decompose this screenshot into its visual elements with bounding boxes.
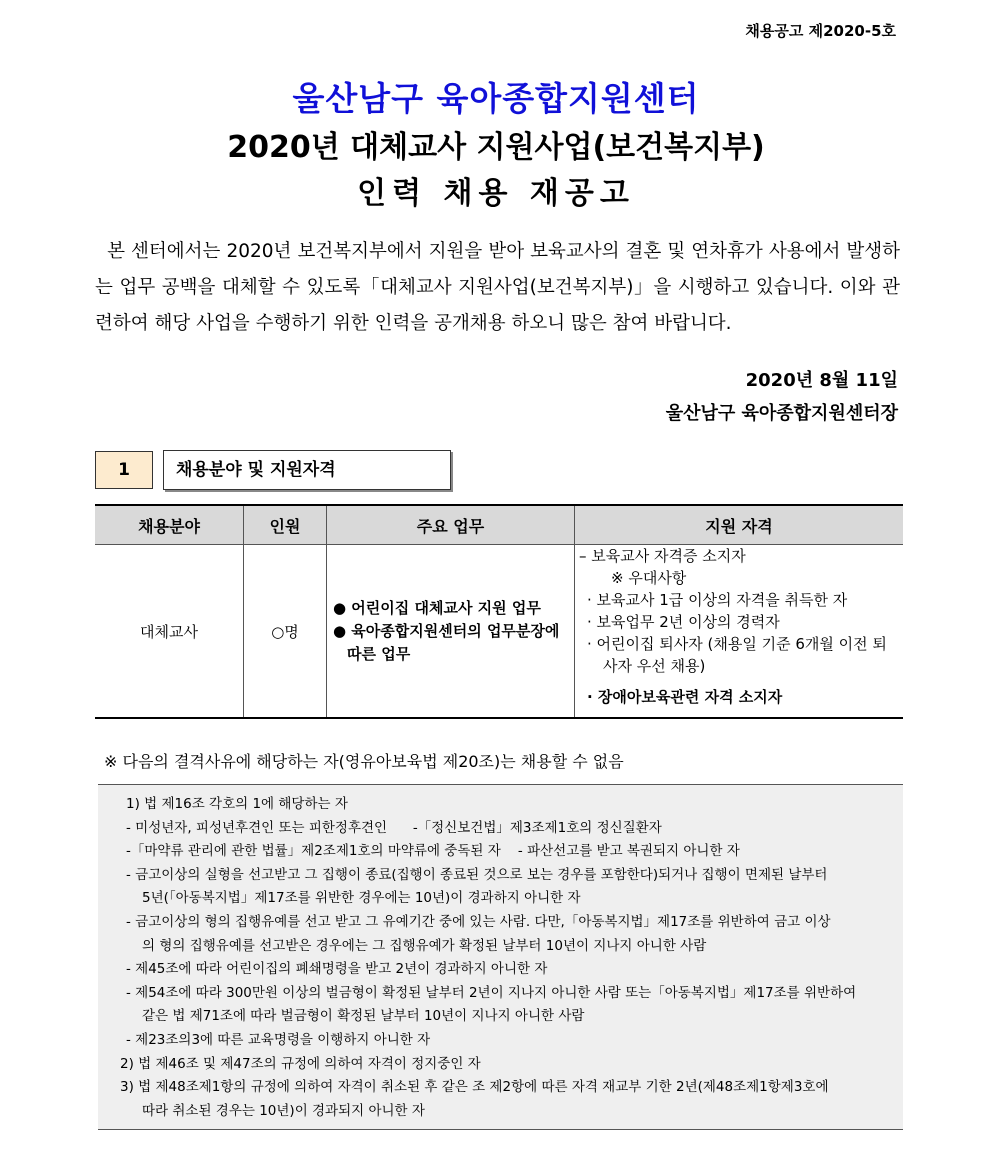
center-title: 울산남구 육아종합지원센터 — [292, 79, 700, 118]
notice-date: 2020년 8월 11일 — [745, 370, 898, 391]
disqualification-line: 의 형의 집행유예를 선고받은 경우에는 그 집행유예가 확정된 날부터 10년이 지나지 아니한 사람 — [142, 937, 707, 954]
duty-item: ● 어린이집 대체교사 지원 업무 — [333, 598, 541, 617]
disqualification-box — [98, 784, 903, 1130]
header-count: 인원 — [244, 505, 327, 545]
recruit-title: 인력 채용 재공고 — [357, 176, 635, 211]
cell-qualifications — [575, 545, 904, 719]
table-row — [95, 545, 903, 719]
notice-number: 채용공고 제2020-5호 — [745, 22, 896, 40]
disqualification-line: 같은 법 제71조에 따라 벌금형이 확정된 날부터 10년이 지나지 아니한 사람 — [142, 1008, 585, 1025]
disqualification-note: ※ 다음의 결격사유에 해당하는 자(영유아보육법 제20조)는 채용할 수 없음 — [104, 752, 624, 771]
header-field: 채용분야 — [95, 505, 244, 545]
disqualification-line: - 미성년자, 피성년후견인 또는 피한정후견인 -「정신보건법」제3조제1호의 정신질환자 — [126, 819, 662, 836]
preferred-item: · 어린이집 퇴사자 (채용일 기준 6개월 이전 퇴사자 우선 채용) — [587, 635, 887, 675]
disqualification-line: - 제54조에 따라 300만원 이상의 벌금형이 확정된 날부터 2년이 지나지 아니한 사람 또는「아동복지법」제17조를 위반하여 — [126, 984, 857, 1001]
qualification-extra: · 장애아보육관련 자격 소지자 — [587, 688, 783, 706]
disqualification-line: - 제45조에 따라 어린이집의 폐쇄명령을 받고 2년이 경과하지 아니한 자 — [126, 961, 548, 978]
section-title: 채용분야 및 지원자격 — [163, 450, 451, 490]
recruitment-table — [95, 504, 903, 719]
cell-duties — [327, 545, 575, 719]
intro-paragraph — [95, 234, 900, 342]
disqualification-line: 따라 취소된 경우는 10년)이 경과되지 아니한 자 — [142, 1102, 425, 1119]
header-qualifications: 지원 자격 — [575, 505, 904, 545]
notice-signer: 울산남구 육아종합지원센터장 — [665, 403, 898, 424]
table-header-row — [95, 505, 903, 545]
program-title: 2020년 대체교사 지원사업(보건복지부) — [227, 130, 765, 165]
disqualification-line: -「마약류 관리에 관한 법률」제2조제1호의 마약류에 중독된 자 - 파산선고를 받고 복권되지 아니한 자 — [126, 843, 740, 860]
duty-item: ● 육아종합지원센터의 업무분장에 따른 업무 — [333, 621, 560, 663]
disqualification-line: 3) 법 제48조제1항의 규정에 의하여 자격이 취소된 후 같은 조 제2항에 따른 자격 재교부 기한 2년(제48조제1항제3호에 — [120, 1079, 829, 1096]
cell-field: 대체교사 — [95, 545, 244, 719]
disqualification-line: - 금고이상의 형의 집행유예를 선고 받고 그 유예기간 중에 있는 사람. 다만,「아동복지법」제17조를 위반하여 금고 이상 — [126, 913, 831, 930]
disqualification-line: 1) 법 제16조 각호의 1에 해당하는 자 — [126, 796, 348, 812]
disqualification-line: 5년(「아동복지법」제17조를 위반한 경우에는 10년)이 경과하지 아니한 자 — [142, 890, 581, 907]
preferred-item: · 보육업무 2년 이상의 경력자 — [587, 613, 780, 631]
preferred-item: · 보육교사 1급 이상의 자격을 취득한 자 — [587, 591, 848, 609]
intro-text: 본 센터에서는 2020년 보건복지부에서 지원을 받아 보육교사의 결혼 및 연차휴가 사용에서 발생하는 업무 공백을 대체할 수 있도록「대체교사 지원사업(보건복지부)」을 시행하고 있습니다. 이와 관련하여 해당 사업을 수행하기 위한 인력을 공개채용 하오니 많은 참여 바랍니다. — [95, 241, 900, 334]
section-number: 1 — [95, 451, 153, 489]
disqualification-line: 2) 법 제46조 및 제47조의 규정에 의하여 자격이 정지중인 자 — [120, 1055, 481, 1072]
cell-count: ○명 — [244, 545, 327, 719]
disqualification-line: - 금고이상의 실형을 선고받고 그 집행이 종료(집행이 종료된 것으로 보는 경우를 포함한다)되거나 집행이 면제된 날부터 — [126, 866, 828, 883]
qualification-main: – 보육교사 자격증 소지자 — [579, 547, 746, 565]
header-duties: 주요 업무 — [327, 505, 575, 545]
disqualification-line: - 제23조의3에 따른 교육명령을 이행하지 아니한 자 — [126, 1031, 431, 1048]
preferred-label: ※ 우대사항 — [611, 569, 687, 587]
